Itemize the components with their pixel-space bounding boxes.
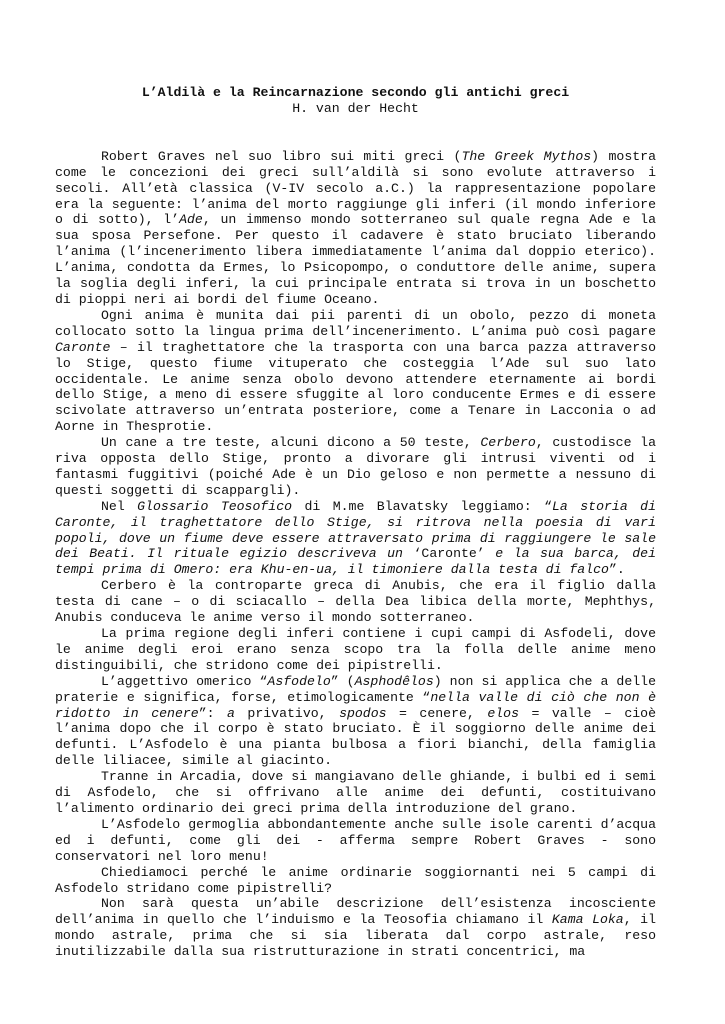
text-run: = valle – cioè l’anima dopo che il corpo è stato bruciato. È il soggiorno delle anime dei defunti. L’Asfodelo è una pianta bulbosa a fiori bianchi, della famiglia delle liliacee, simile al giacinto. <box>55 705 656 769</box>
italic-text: Ade <box>179 212 203 228</box>
text-run: Chiediamoci perché le anime ordinarie soggiornanti nei 5 campi di Asfodelo stridano come pipistrelli? <box>55 864 656 896</box>
paragraph <box>55 499 656 579</box>
text-run: L’aggettivo omerico “ <box>101 673 268 689</box>
text-run: ) mostra come le concezioni dei greci sull’aldilà si sono evolute attraverso i secoli. All’età classica (V-IV secolo a.C.) la rappresentazione popolare era la seguente: l’anima del morto raggiunge gli inferi (il mondo inferiore o di sotto), l’ <box>55 148 656 228</box>
text-run: privativo, <box>234 705 340 721</box>
italic-text: spodos <box>339 705 387 721</box>
text-run: = cenere, <box>386 705 488 721</box>
document-page <box>55 85 656 960</box>
text-run: Nel <box>101 498 138 514</box>
italic-text: Glossario Teosofico <box>137 498 293 514</box>
text-run: ”. <box>608 562 625 578</box>
italic-text: The Greek Mythos <box>461 148 592 164</box>
paragraph <box>55 308 656 435</box>
text-run: , il mondo astrale, prima che si sia liberata dal corpo astrale, reso inutilizzabile dalla sua ristrutturazione in strati concentrici, ma <box>55 912 657 960</box>
paragraph <box>55 626 656 674</box>
text-run: ) non si applica che a delle praterie e significa, forse, etimologicamente “ <box>55 673 656 705</box>
document-author: H. van der Hecht <box>292 100 419 116</box>
document-title: L’Aldilà e la Reincarnazione secondo gli antichi greci <box>141 85 570 100</box>
text-run: Un cane a tre teste, alcuni dicono a 50 teste, <box>101 435 481 451</box>
italic-text: elos <box>487 705 519 721</box>
paragraph <box>55 865 656 897</box>
italic-text: a <box>227 705 235 721</box>
paragraph <box>55 578 656 626</box>
text-run: Robert Graves nel suo libro sui miti greci ( <box>101 148 462 164</box>
paragraph <box>55 817 656 865</box>
text-run: – il traghettatore che la trasporta con una barca pazza attraverso lo Stige, questo fiume vituperato che costeggia l’Ade sul suo lato occidentale. Le anime senza obolo devono attendere eternamente ai bordi dello Stige, a meno di essere sfuggite al loro conducente Ermes e di essere scivolate attraverso un’entrata posteriore, come a Tenare in Lacconia o ad Aorne in Thesprotie. <box>55 339 656 435</box>
text-run: di M.me Blavatsky leggiamo: “ <box>292 498 553 514</box>
italic-text: La storia di Caronte, il traghettatore dello Stige, si ritrova nella poesia di vari popoli, dove un fiume deve essere attraversato prima di raggiungere le sale dei Beati. Il rituale egizio descriveva un <box>55 498 656 562</box>
text-run: , un immenso mondo sotterraneo sul quale regna Ade e la sua sposa Persefone. Per questo il cadavere è stato bruciato liberando l’anima (l’incenerimento libera immediatamente l’anima dal doppio eterico). L’anima, condotta da Ermes, lo Psicopompo, o conduttore delle anime, supera la soglia degli inferi, la cui principale entrata si trova in un boschetto di pioppi neri ai bordi del fiume Oceano. <box>55 212 656 307</box>
italic-text: Kama Loka <box>551 912 624 928</box>
italic-text: Caronte <box>55 339 111 355</box>
text-run: , custodisce la riva opposta dello Stige, pronto a divorare gli intrusi viventi od i fantasmi fuggitivi (poiché Ade è un Dio geloso e non permette a nessuno di questi soggetti di scappargli). <box>55 435 656 498</box>
document-body <box>55 149 656 960</box>
paragraph <box>55 769 656 817</box>
italic-text: nella valle di ciò che non è ridotto in cenere <box>55 689 656 721</box>
italic-text: Asfodelo <box>267 673 331 689</box>
text-run: L’Asfodelo germoglia abbondantemente anche sulle isole carenti d’acqua ed i defunti, come gli dei - afferma sempre Robert Graves - sono conservatori nel loro menu! <box>55 816 656 864</box>
text-run: Tranne in Arcadia, dove si mangiavano delle ghiande, i bulbi ed i semi di Asfodelo, che si offrivano alle anime dei defunti, costituivano l’alimento ordinario dei greci prima della introduzione del grano. <box>55 769 656 816</box>
text-run: Cerbero è la controparte greca di Anubis, che era il figlio dalla testa di cane – o di sciacallo – della Dea libica della morte, Mephthys, Anubis conduceva le anime verso il mondo sotterraneo. <box>55 578 656 626</box>
paragraph <box>55 435 656 499</box>
paragraph <box>55 149 656 308</box>
italic-text: e la sua barca, dei tempi prima di Omero: era Khu-en-ua, il timoniere dalla testa di falco <box>55 546 657 578</box>
italic-text: Asphodêlos <box>354 673 434 689</box>
paragraph <box>55 674 656 769</box>
paragraph <box>55 896 656 960</box>
text-run: ‘Caronte’ <box>413 546 485 562</box>
italic-text: Cerbero <box>480 435 536 451</box>
text-run: La prima regione degli inferi contiene i cupi campi di Asfodeli, dove le anime degli eroi erano senza scopo tra la folla delle anime meno distinguibili, che stridono come dei pipistrelli. <box>55 626 656 673</box>
text-run: Non sarà questa un’abile descrizione dell’esistenza incosciente dell’anima in quello che l’induismo e la Teosofia chiamano il <box>55 896 656 928</box>
text-run: ”: <box>198 705 228 721</box>
text-run: Ogni anima è munita dai pii parenti di un obolo, pezzo di moneta collocato sotto la lingua prima dell’incenerimento. L’anima può così pagare <box>55 307 656 339</box>
text-run: ” ( <box>330 673 355 689</box>
